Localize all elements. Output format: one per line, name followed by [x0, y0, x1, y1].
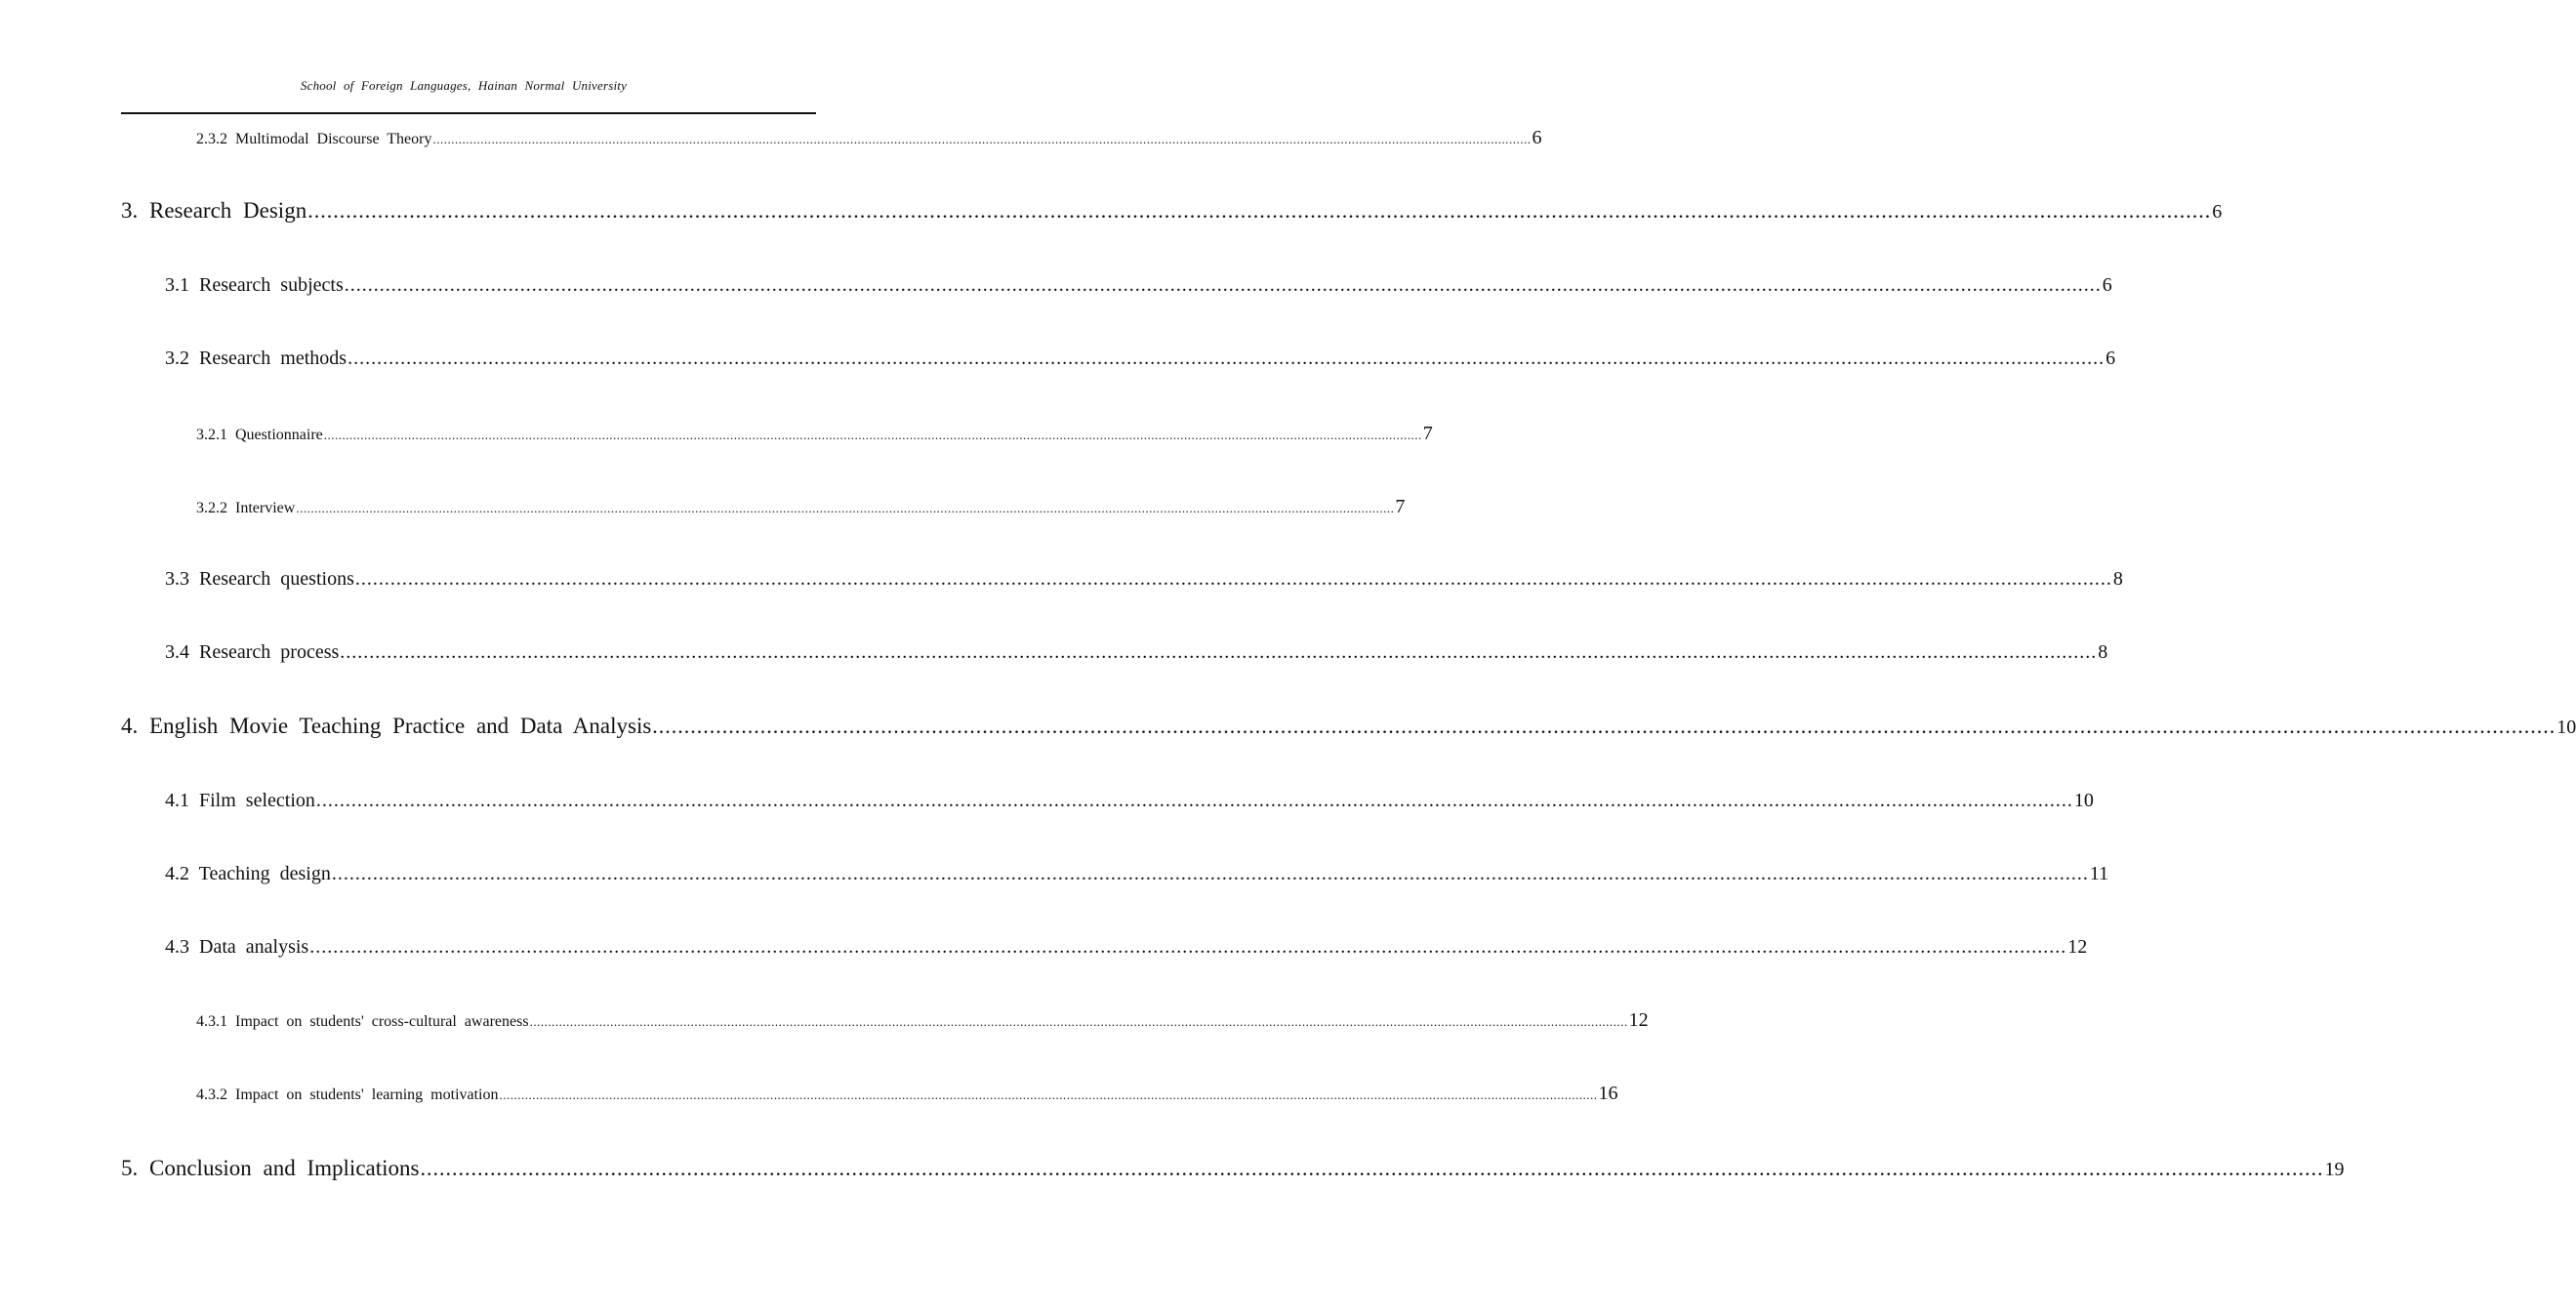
toc-entry[interactable] [165, 641, 2108, 664]
toc-dot-leader: ............................................................................................................................................................................................................................................................................................................ [499, 1087, 1598, 1102]
toc-dot-leader: ............................................................................................................................................................................................................................................................................................................ [432, 132, 1532, 146]
toc-dot-leader: ............................................................................................................................................................................................................................................................................................................ [323, 428, 1422, 442]
toc-entry-label: 3.2.1 Questionnaire [196, 427, 323, 443]
toc-entry[interactable] [196, 423, 1433, 445]
toc-entry-label: 4.2 Teaching design [165, 863, 331, 884]
toc-dot-leader: ............................................................................................................................................................................................................................................................................................................ [340, 641, 2098, 663]
toc-dot-leader: ............................................................................................................................................................................................................................................................................................................ [331, 863, 2089, 884]
toc-entry[interactable] [165, 936, 2088, 959]
toc-page-number: 12 [2067, 936, 2088, 958]
header-divider [121, 112, 816, 114]
toc-dot-leader: ............................................................................................................................................................................................................................................................................................................ [529, 1014, 1628, 1029]
toc-dot-leader: ............................................................................................................................................................................................................................................................................................................ [354, 568, 2112, 590]
toc-dot-leader: ............................................................................................................................................................................................................................................................................................................ [420, 1156, 2324, 1180]
toc-entry[interactable] [165, 790, 2094, 812]
toc-entry[interactable] [165, 568, 2123, 591]
toc-page-number: 7 [1395, 496, 1406, 517]
toc-page-number: 8 [2098, 641, 2108, 663]
toc-entry-label: 3. Research Design [121, 198, 307, 223]
toc-page-number: 10 [2073, 790, 2094, 811]
toc-entry-label: 4.3 Data analysis [165, 936, 309, 958]
toc-entry[interactable] [121, 1156, 2345, 1181]
toc-entry[interactable] [165, 348, 2116, 370]
toc-entry-label: 4.1 Film selection [165, 790, 315, 811]
toc-entry[interactable] [165, 274, 2112, 297]
toc-dot-leader: ............................................................................................................................................................................................................................................................................................................ [296, 501, 1395, 515]
toc-entry-label: 4.3.1 Impact on students' cross-cultural awareness [196, 1013, 529, 1030]
toc-entry-label: 3.2 Research methods [165, 348, 348, 369]
toc-entry[interactable] [196, 1083, 1618, 1105]
toc-dot-leader: ............................................................................................................................................................................................................................................................................................................ [652, 714, 2556, 738]
toc-entry[interactable] [196, 496, 1406, 518]
toc-dot-leader: ............................................................................................................................................................................................................................................................................................................ [309, 936, 2067, 958]
toc-entry-label: 3.3 Research questions [165, 568, 354, 590]
toc-page-number: 8 [2112, 568, 2123, 590]
toc-page-number: 16 [1598, 1083, 1618, 1104]
toc-page-number: 6 [2212, 201, 2223, 223]
toc-page-number: 19 [2324, 1159, 2345, 1180]
toc-dot-leader: ............................................................................................................................................................................................................................................................................................................ [307, 198, 2212, 223]
toc-entry-label: 3.2.2 Interview [196, 500, 296, 516]
toc-entry-label: 4.3.2 Impact on students' learning motivation [196, 1086, 499, 1103]
toc-entry[interactable] [121, 198, 2223, 224]
toc-entry-label: 5. Conclusion and Implications [121, 1156, 420, 1180]
toc-page-number: 6 [1532, 127, 1542, 148]
toc-page-number: 11 [2089, 863, 2109, 884]
toc-entry[interactable] [196, 1009, 1649, 1032]
toc-entry-label: 2.3.2 Multimodal Discourse Theory [196, 131, 432, 147]
toc-page-number: 12 [1628, 1009, 1649, 1031]
toc-page-number: 6 [2106, 348, 2116, 369]
toc-dot-leader: ............................................................................................................................................................................................................................................................................................................ [344, 274, 2102, 296]
toc-entry[interactable] [196, 127, 1542, 149]
toc-dot-leader: ............................................................................................................................................................................................................................................................................................................ [315, 790, 2073, 811]
page-header: School of Foreign Languages, Hainan Normal University [300, 78, 628, 93]
toc-entry[interactable] [121, 714, 2576, 739]
toc-page-number: 7 [1422, 423, 1433, 444]
toc-entry-label: 3.4 Research process [165, 641, 340, 663]
toc-entry[interactable] [165, 863, 2109, 885]
toc-entry-label: 3.1 Research subjects [165, 274, 344, 296]
toc-dot-leader: ............................................................................................................................................................................................................................................................................................................ [348, 348, 2106, 369]
toc-entry-label: 4. English Movie Teaching Practice and Data Analysis [121, 714, 652, 738]
toc-page-number: 10 [2556, 717, 2576, 738]
toc-page-number: 6 [2102, 274, 2112, 296]
